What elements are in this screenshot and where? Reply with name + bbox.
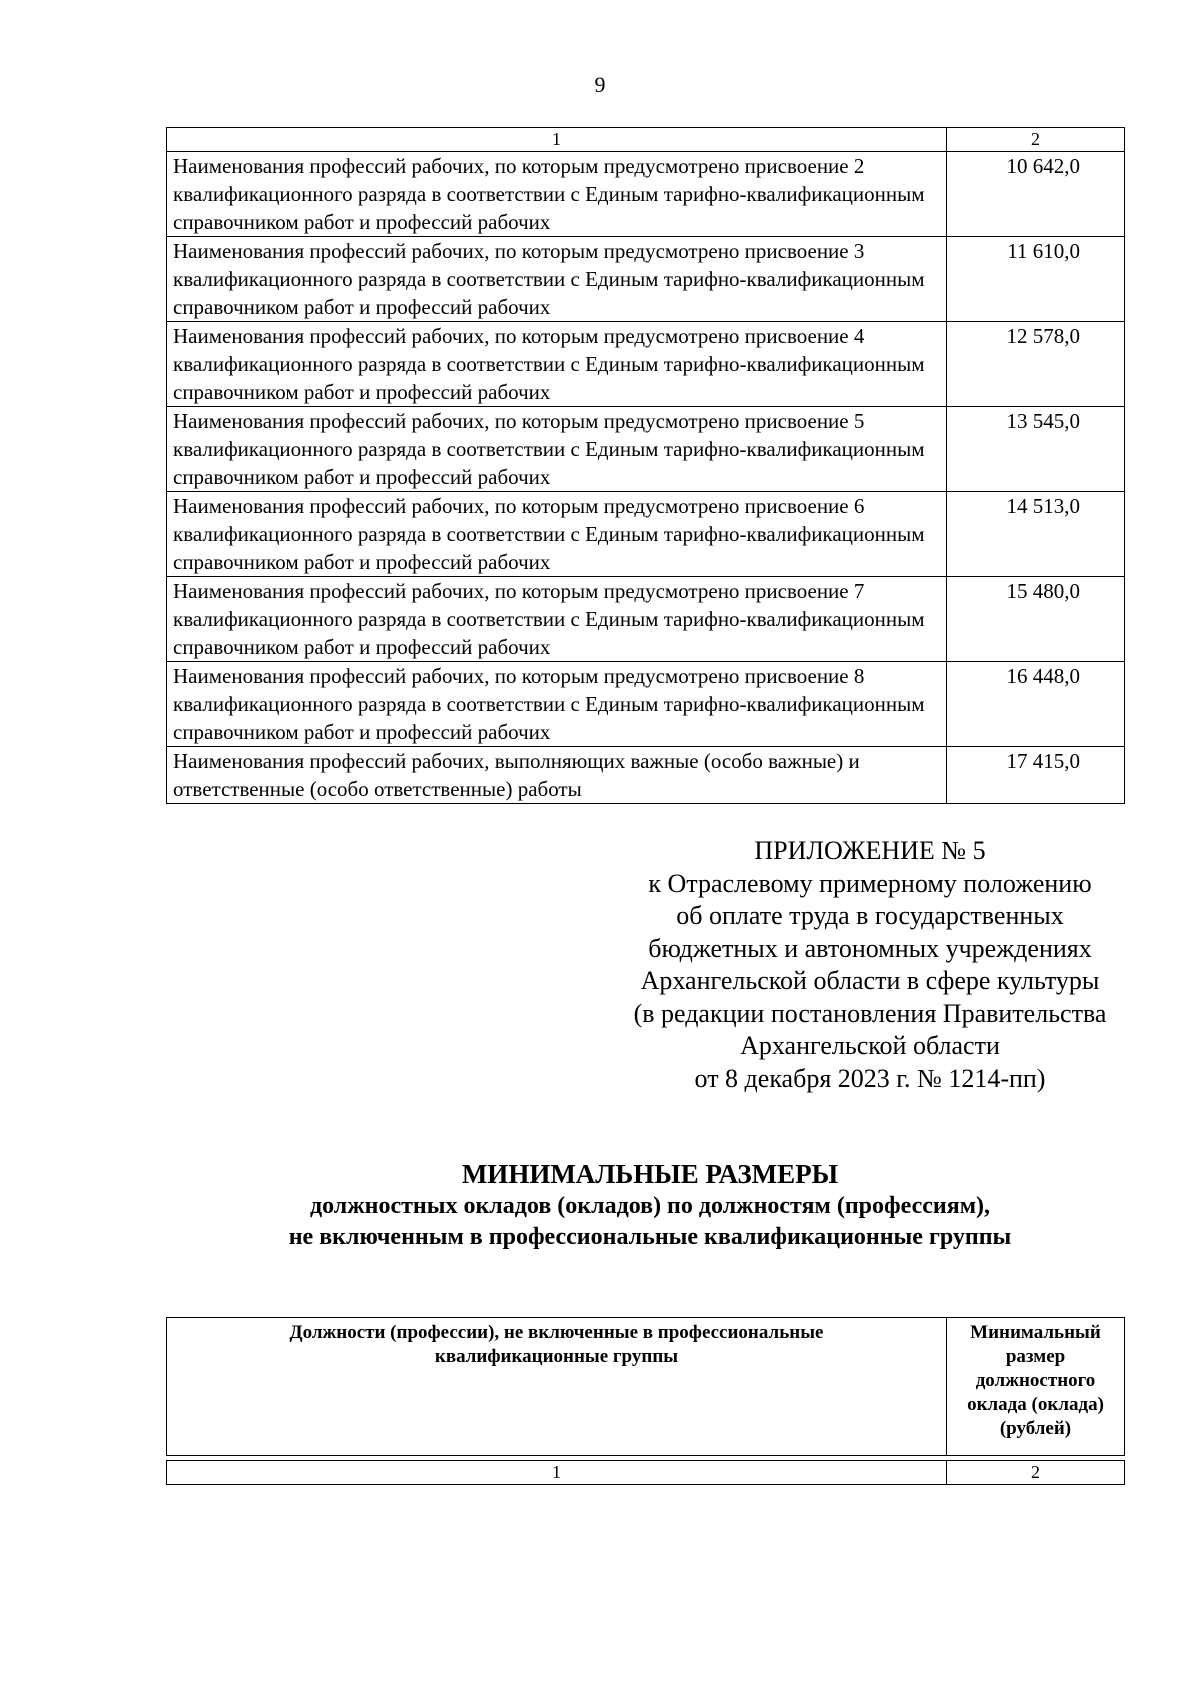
heading-subtitle-line: не включенным в профессиональные квалификационные группы (288, 1224, 1012, 1250)
table-row (167, 747, 1125, 804)
appendix-title: ПРИЛОЖЕНИЕ № 5 (754, 836, 986, 865)
heading-subtitle-line: должностных окладов (окладов) по должностям (профессиям), (309, 1193, 991, 1219)
column-header-min-salary: Минимальный размер должностного оклада (оклада) (рублей) (947, 1318, 1125, 1456)
profession-name-cell: Наименования профессий рабочих, по которым предусмотрено присвоение 2 квалификационного разряда в соответствии с Единым тарифно-квалификационным справочником работ и профессий рабочих (167, 152, 947, 237)
profession-name-cell: Наименования профессий рабочих, по которым предусмотрено присвоение 6 квалификационного разряда в соответствии с Единым тарифно-квалификационным справочником работ и профессий рабочих (167, 492, 947, 577)
table-row (167, 492, 1125, 577)
profession-name-cell: Наименования профессий рабочих, выполняющих важные (особо важные) и ответственные (особо ответственные) работы (167, 747, 947, 804)
table-header-row (167, 1318, 1125, 1456)
table-row (167, 322, 1125, 407)
appendix-line: к Отраслевому примерному положению (648, 868, 1092, 898)
salary-value-cell: 10 642,0 (947, 152, 1125, 237)
page-number: 9 (594, 72, 606, 97)
profession-name-cell: Наименования профессий рабочих, по которым предусмотрено присвоение 7 квалификационного разряда в соответствии с Единым тарифно-квалификационным справочником работ и профессий рабочих (167, 577, 947, 662)
salary-value-cell: 11 610,0 (947, 237, 1125, 322)
table-row (167, 152, 1125, 237)
table-row (167, 577, 1125, 662)
column-number-2: 2 (947, 1461, 1125, 1485)
heading-title: МИНИМАЛЬНЫЕ РАЗМЕРЫ (461, 1159, 839, 1189)
salary-table-continued (166, 127, 1125, 804)
section-heading (200, 1157, 1100, 1253)
appendix-line: Архангельской области (740, 1031, 1000, 1060)
profession-name-cell: Наименования профессий рабочих, по которым предусмотрено присвоение 4 квалификационного разряда в соответствии с Единым тарифно-квалификационным справочником работ и профессий рабочих (167, 322, 947, 407)
column-number-row (167, 128, 1125, 152)
salary-value-cell: 13 545,0 (947, 407, 1125, 492)
appendix-line: Архангельской области в сфере культуры (640, 966, 1100, 995)
salary-value-cell: 14 513,0 (947, 492, 1125, 577)
appendix-line: от 8 декабря 2023 г. № 1214-пп) (694, 1063, 1046, 1093)
table-row (167, 237, 1125, 322)
table-row (167, 662, 1125, 747)
column-number-1: 1 (167, 128, 947, 152)
table-row (167, 407, 1125, 492)
profession-name-cell: Наименования профессий рабочих, по которым предусмотрено присвоение 8 квалификационного разряда в соответствии с Единым тарифно-квалификационным справочником работ и профессий рабочих (167, 662, 947, 747)
appendix-line: об оплате труда в государственных (676, 901, 1064, 930)
profession-name-cell: Наименования профессий рабочих, по которым предусмотрено присвоение 5 квалификационного разряда в соответствии с Единым тарифно-квалификационным справочником работ и профессий рабочих (167, 407, 947, 492)
minimum-salary-table (166, 1317, 1125, 1485)
appendix-line: (в редакции постановления Правительства (633, 998, 1107, 1028)
salary-value-cell: 15 480,0 (947, 577, 1125, 662)
column-number-1: 1 (167, 1461, 947, 1485)
profession-name-cell: Наименования профессий рабочих, по которым предусмотрено присвоение 3 квалификационного разряда в соответствии с Единым тарифно-квалификационным справочником работ и профессий рабочих (167, 237, 947, 322)
column-header-positions: Должности (профессии), не включенные в профессиональные квалификационные группы (167, 1318, 947, 1456)
appendix-line: бюджетных и автономных учреждениях (648, 933, 1092, 963)
salary-value-cell: 16 448,0 (947, 662, 1125, 747)
column-number-2: 2 (947, 128, 1125, 152)
column-number-row (167, 1461, 1125, 1485)
salary-value-cell: 12 578,0 (947, 322, 1125, 407)
salary-value-cell: 17 415,0 (947, 747, 1125, 804)
appendix-header (600, 835, 1140, 1095)
